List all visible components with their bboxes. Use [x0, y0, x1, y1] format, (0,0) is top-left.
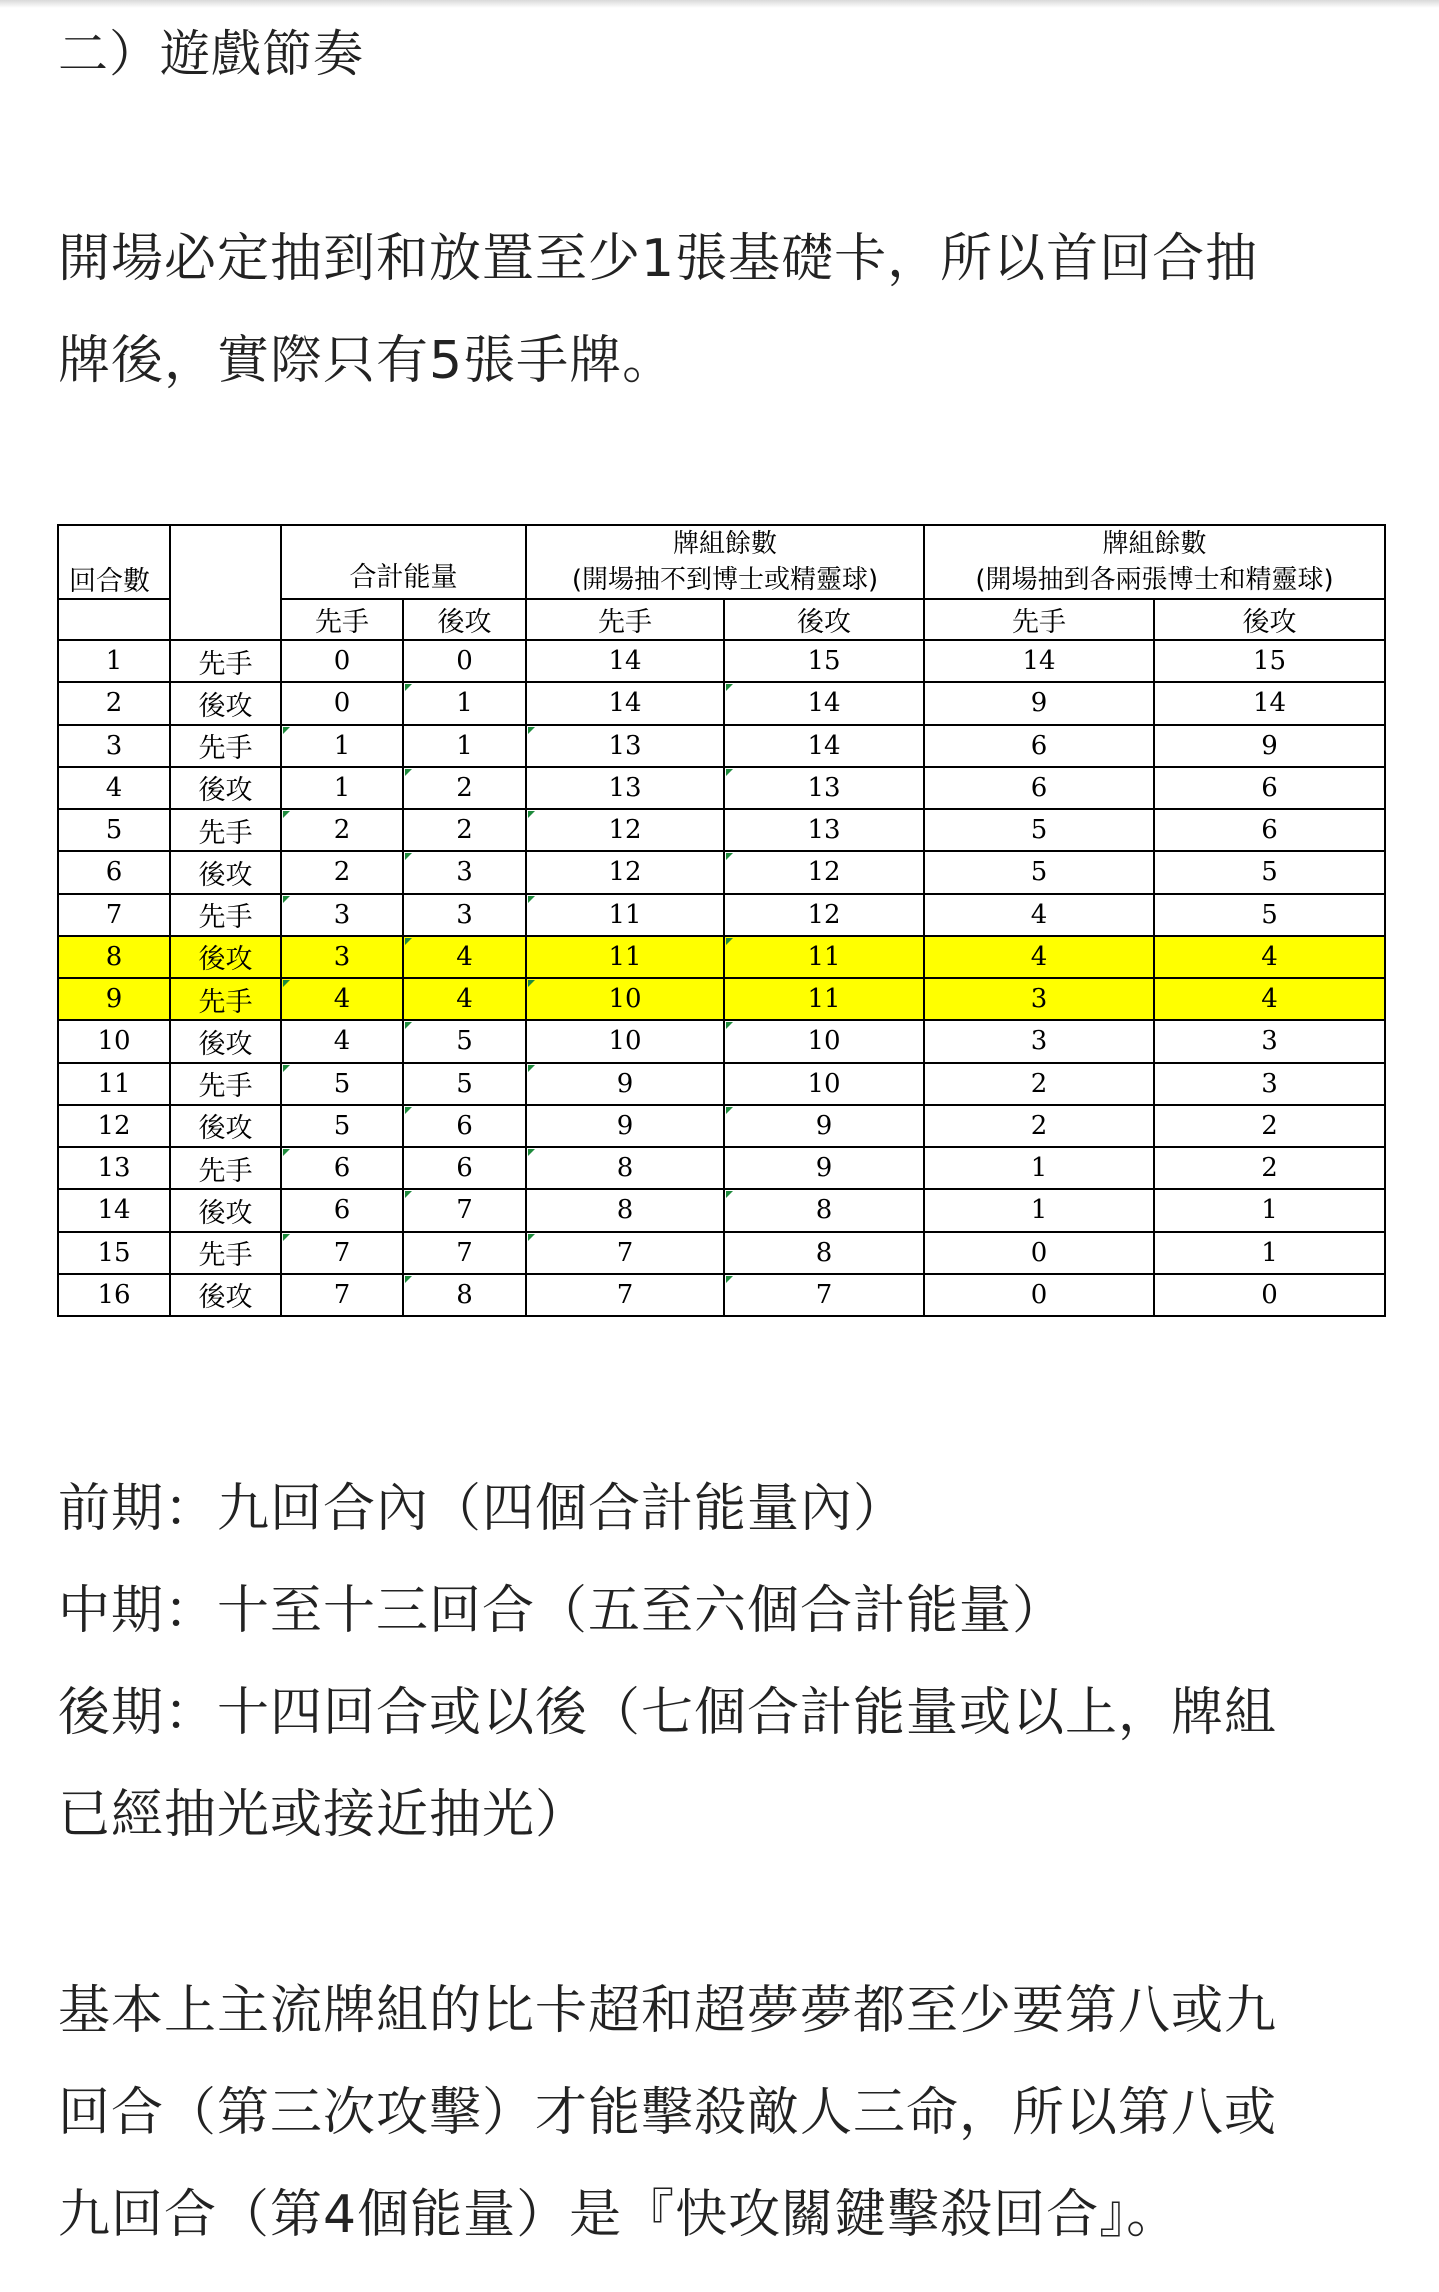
cell-b1: 6: [924, 725, 1154, 767]
cell-a2: 14: [724, 682, 924, 724]
table-row: [58, 936, 1385, 978]
cell-a2: 10: [724, 1063, 924, 1105]
cell-turn: 6: [58, 851, 170, 893]
table-row: [58, 1020, 1385, 1062]
conclusion-paragraph: [58, 1960, 1388, 2266]
cell-turn: 5: [58, 809, 170, 851]
cell-turn: 11: [58, 1063, 170, 1105]
cell-e2: 6: [403, 1147, 526, 1189]
cell-e1: 7: [281, 1274, 403, 1316]
deck-a-subtitle: (開場抽不到博士或精靈球): [571, 565, 879, 595]
cell-e2: 4: [403, 936, 526, 978]
cell-e1: 3: [281, 894, 403, 936]
cell-turn: 15: [58, 1232, 170, 1274]
cell-e2: 0: [403, 640, 526, 682]
cell-turn: 10: [58, 1020, 170, 1062]
cell-turn: 3: [58, 725, 170, 767]
cell-a2: 15: [724, 640, 924, 682]
cell-b2: 5: [1154, 851, 1385, 893]
table-row: [58, 682, 1385, 724]
cell-b2: 4: [1154, 936, 1385, 978]
cell-player: 後攻: [170, 1189, 281, 1231]
cell-a2: 11: [724, 978, 924, 1020]
cell-player: 先手: [170, 1232, 281, 1274]
cell-b1: 4: [924, 936, 1154, 978]
top-shadow: [0, 0, 1439, 8]
cell-e1: 2: [281, 851, 403, 893]
cell-e1: 0: [281, 682, 403, 724]
cell-a2: 14: [724, 725, 924, 767]
cell-e2: 1: [403, 725, 526, 767]
cell-e1: 0: [281, 640, 403, 682]
player-header-blank: [170, 525, 281, 640]
table-row: [58, 978, 1385, 1020]
deck-a-second-header: 後攻: [724, 599, 924, 640]
cell-player: 先手: [170, 640, 281, 682]
cell-player: 先手: [170, 809, 281, 851]
cell-b1: 6: [924, 767, 1154, 809]
cell-e1: 6: [281, 1147, 403, 1189]
cell-player: 後攻: [170, 1020, 281, 1062]
cell-b2: 1: [1154, 1232, 1385, 1274]
cell-turn: 12: [58, 1105, 170, 1147]
cell-player: 後攻: [170, 767, 281, 809]
table-row: [58, 1105, 1385, 1147]
cell-e2: 7: [403, 1189, 526, 1231]
cell-e2: 5: [403, 1063, 526, 1105]
cell-turn: 7: [58, 894, 170, 936]
cell-b2: 0: [1154, 1274, 1385, 1316]
cell-e2: 7: [403, 1232, 526, 1274]
cell-player: 後攻: [170, 851, 281, 893]
deck-b-title: 牌組餘數: [1102, 529, 1207, 559]
cell-b1: 9: [924, 682, 1154, 724]
table-row: [58, 1147, 1385, 1189]
cell-player: 後攻: [170, 936, 281, 978]
cell-a1: 9: [526, 1105, 724, 1147]
conclusion-line: 九回合（第4個能量）是『快攻關鍵擊殺回合』。: [58, 2185, 1180, 2245]
energy-second-header: 後攻: [403, 599, 526, 640]
cell-a2: 9: [724, 1147, 924, 1189]
cell-b2: 9: [1154, 725, 1385, 767]
cell-e1: 1: [281, 767, 403, 809]
cell-b2: 15: [1154, 640, 1385, 682]
deck-b-second-header: 後攻: [1154, 599, 1385, 640]
cell-e2: 2: [403, 809, 526, 851]
cell-b2: 1: [1154, 1189, 1385, 1231]
cell-e1: 6: [281, 1189, 403, 1231]
cell-b1: 2: [924, 1105, 1154, 1147]
cell-a1: 8: [526, 1147, 724, 1189]
cell-b2: 3: [1154, 1020, 1385, 1062]
cell-e2: 2: [403, 767, 526, 809]
cell-player: 後攻: [170, 1274, 281, 1316]
cell-b2: 2: [1154, 1105, 1385, 1147]
cell-a1: 7: [526, 1274, 724, 1316]
cell-a1: 10: [526, 1020, 724, 1062]
cell-b1: 14: [924, 640, 1154, 682]
cell-a1: 14: [526, 640, 724, 682]
cell-e2: 3: [403, 851, 526, 893]
cell-b2: 3: [1154, 1063, 1385, 1105]
phase-early: 前期：九回合內（四個合計能量內）: [58, 1479, 907, 1539]
cell-b1: 3: [924, 978, 1154, 1020]
cell-a2: 13: [724, 767, 924, 809]
cell-b2: 14: [1154, 682, 1385, 724]
deck-b-subtitle: (開場抽到各兩張博士和精靈球): [975, 565, 1334, 595]
phase-mid: 中期：十至十三回合（五至六個合計能量）: [58, 1581, 1066, 1641]
table-body: [58, 640, 1385, 1316]
cell-a2: 8: [724, 1232, 924, 1274]
cell-player: 後攻: [170, 682, 281, 724]
cell-b2: 5: [1154, 894, 1385, 936]
phase-list: [58, 1458, 1388, 1866]
cell-turn: 9: [58, 978, 170, 1020]
table-row: [58, 725, 1385, 767]
cell-e1: 4: [281, 1020, 403, 1062]
deck-b-first-header: 先手: [924, 599, 1154, 640]
conclusion-line: 回合（第三次攻擊）才能擊殺敵人三命，所以第八或: [58, 2083, 1278, 2143]
cell-turn: 8: [58, 936, 170, 978]
cell-b2: 4: [1154, 978, 1385, 1020]
cell-a2: 9: [724, 1105, 924, 1147]
cell-a2: 13: [724, 809, 924, 851]
turn-header: 回合數: [58, 525, 170, 599]
intro-line: 牌後，實際只有5張手牌。: [58, 331, 676, 391]
cell-turn: 4: [58, 767, 170, 809]
cell-a2: 11: [724, 936, 924, 978]
cell-a1: 12: [526, 809, 724, 851]
cell-e2: 3: [403, 894, 526, 936]
table-row: [58, 767, 1385, 809]
cell-a1: 13: [526, 725, 724, 767]
intro-line: 開場必定抽到和放置至少1張基礎卡，所以首回合抽: [58, 229, 1259, 289]
intro-paragraph: [58, 208, 1388, 412]
cell-e1: 2: [281, 809, 403, 851]
cell-e2: 5: [403, 1020, 526, 1062]
cell-turn: 16: [58, 1274, 170, 1316]
cell-a1: 10: [526, 978, 724, 1020]
cell-a2: 10: [724, 1020, 924, 1062]
deck-a-first-header: 先手: [526, 599, 724, 640]
table-row: [58, 809, 1385, 851]
deck-a-title: 牌組餘數: [673, 529, 778, 559]
cell-b2: 6: [1154, 809, 1385, 851]
cell-a1: 9: [526, 1063, 724, 1105]
turn-header-cont: [58, 599, 170, 640]
cell-b2: 6: [1154, 767, 1385, 809]
table-row: [58, 1063, 1385, 1105]
cell-a1: 14: [526, 682, 724, 724]
cell-b1: 1: [924, 1147, 1154, 1189]
table-row: [58, 894, 1385, 936]
cell-e1: 3: [281, 936, 403, 978]
cell-e2: 1: [403, 682, 526, 724]
table-row: [58, 1274, 1385, 1316]
cell-turn: 14: [58, 1189, 170, 1231]
cell-player: 先手: [170, 1063, 281, 1105]
cell-a1: 12: [526, 851, 724, 893]
cell-a1: 13: [526, 767, 724, 809]
phase-late-cont: 已經抽光或接近抽光）: [58, 1785, 589, 1845]
cell-b1: 1: [924, 1189, 1154, 1231]
cell-turn: 2: [58, 682, 170, 724]
cell-b1: 0: [924, 1232, 1154, 1274]
cell-player: 先手: [170, 725, 281, 767]
turn-tempo-table: [57, 524, 1386, 1317]
cell-b1: 0: [924, 1274, 1154, 1316]
cell-a1: 8: [526, 1189, 724, 1231]
section-heading: 二）遊戲節奏: [58, 25, 364, 83]
cell-player: 先手: [170, 894, 281, 936]
cell-a2: 12: [724, 851, 924, 893]
conclusion-line: 基本上主流牌組的比卡超和超夢夢都至少要第八或九: [58, 1981, 1278, 2041]
cell-a2: 12: [724, 894, 924, 936]
cell-player: 後攻: [170, 1105, 281, 1147]
cell-b1: 5: [924, 851, 1154, 893]
cell-a1: 11: [526, 894, 724, 936]
energy-header: 合計能量: [281, 525, 526, 599]
cell-b1: 3: [924, 1020, 1154, 1062]
cell-e1: 1: [281, 725, 403, 767]
cell-e1: 7: [281, 1232, 403, 1274]
cell-a1: 7: [526, 1232, 724, 1274]
table-row: [58, 640, 1385, 682]
cell-e2: 6: [403, 1105, 526, 1147]
deck-a-header: [526, 525, 924, 599]
cell-b1: 2: [924, 1063, 1154, 1105]
cell-b1: 5: [924, 809, 1154, 851]
cell-a2: 8: [724, 1189, 924, 1231]
cell-e1: 5: [281, 1063, 403, 1105]
table-row: [58, 851, 1385, 893]
cell-b1: 4: [924, 894, 1154, 936]
cell-e1: 4: [281, 978, 403, 1020]
phase-late: 後期：十四回合或以後（七個合計能量或以上，牌組: [58, 1683, 1278, 1743]
deck-b-header: [924, 525, 1385, 599]
cell-b2: 2: [1154, 1147, 1385, 1189]
cell-turn: 1: [58, 640, 170, 682]
table-row: [58, 1189, 1385, 1231]
cell-player: 先手: [170, 978, 281, 1020]
cell-e2: 8: [403, 1274, 526, 1316]
cell-e1: 5: [281, 1105, 403, 1147]
cell-turn: 13: [58, 1147, 170, 1189]
table-row: [58, 1232, 1385, 1274]
cell-a2: 7: [724, 1274, 924, 1316]
energy-first-header: 先手: [281, 599, 403, 640]
cell-a1: 11: [526, 936, 724, 978]
cell-e2: 4: [403, 978, 526, 1020]
cell-player: 先手: [170, 1147, 281, 1189]
